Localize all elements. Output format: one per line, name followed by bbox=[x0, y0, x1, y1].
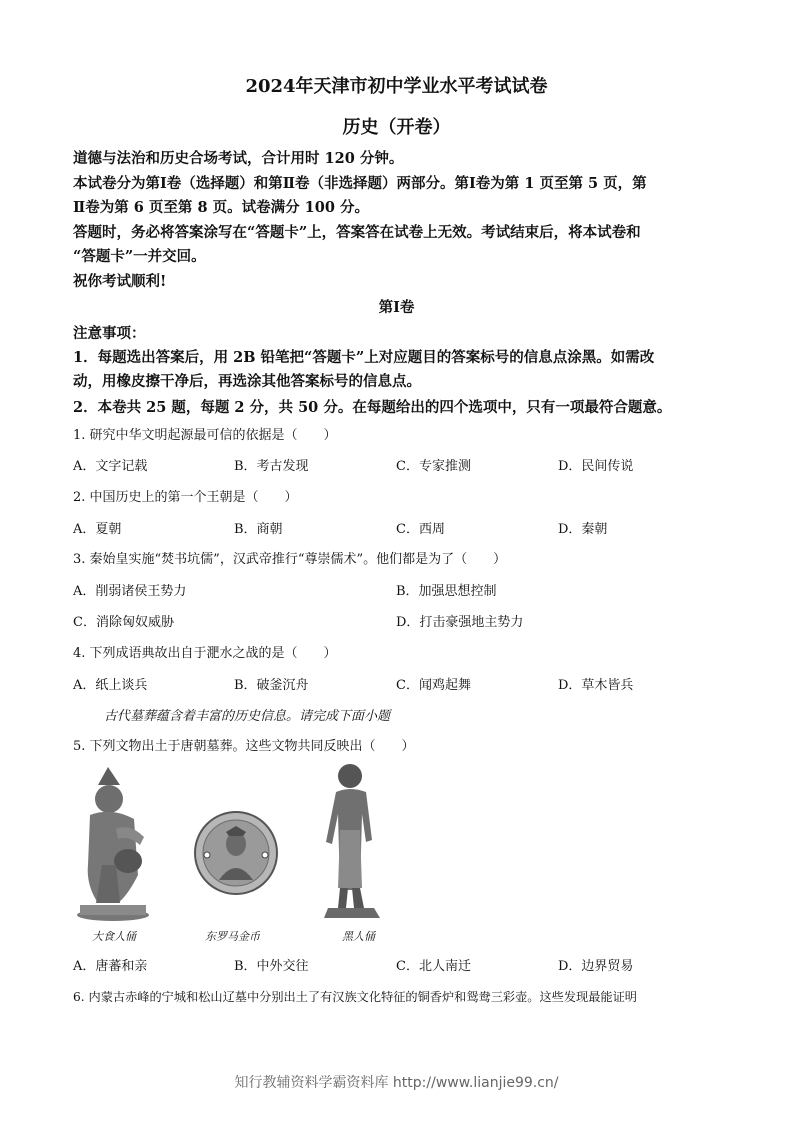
option-d[interactable]: D．秦朝 bbox=[558, 522, 608, 537]
artifact-caption: 黑人俑 bbox=[342, 930, 375, 943]
question-stem: 5. 下列文物出土于唐朝墓葬。这些文物共同反映出（ ） bbox=[73, 739, 415, 754]
section-heading: 第Ⅰ卷 bbox=[378, 299, 415, 316]
option-b[interactable]: B．商朝 bbox=[234, 522, 283, 537]
page-footer: 知行教辅资料学霸资料库 http://www.lianjie99.cn/ bbox=[234, 1075, 559, 1091]
statue-icon bbox=[310, 760, 392, 920]
intro-line: “答题卡”一并交回。 bbox=[73, 248, 206, 265]
option-b[interactable]: B．加强思想控制 bbox=[396, 584, 497, 599]
option-d[interactable]: D．打击豪强地主势力 bbox=[396, 615, 524, 630]
intro-line: 答题时，务必将答案涂写在“答题卡”上，答案答在试卷上无效。考试结束后，将本试卷和 bbox=[73, 224, 641, 241]
option-c[interactable]: C．北人南迁 bbox=[396, 959, 471, 974]
notice-line: 2．本卷共 25 题，每题 2 分，共 50 分。在每题给出的四个选项中，只有一项最符合题意。 bbox=[73, 399, 672, 416]
option-a[interactable]: A．文字记载 bbox=[73, 459, 148, 474]
intro-line: 祝你考试顺利! bbox=[73, 273, 167, 290]
question-stem: 1. 研究中华文明起源最可信的依据是（ ） bbox=[73, 428, 337, 443]
question-stem: 2. 中国历史上的第一个王朝是（ ） bbox=[73, 490, 298, 505]
notice-line: 1．每题选出答案后，用 2B 铅笔把“答题卡”上对应题目的答案标号的信息点涂黑。如需改 bbox=[73, 349, 655, 366]
intro-line: 道德与法治和历史合场考试，合计用时 120 分钟。 bbox=[73, 150, 404, 167]
exam-subtitle: 历史（开卷） bbox=[342, 117, 451, 138]
question-stem: 4. 下列成语典故出自于淝水之战的是（ ） bbox=[73, 646, 337, 661]
option-a[interactable]: A．唐蕃和亲 bbox=[73, 959, 148, 974]
option-c[interactable]: C．消除匈奴威胁 bbox=[73, 615, 174, 630]
option-a[interactable]: A．纸上谈兵 bbox=[73, 678, 148, 693]
exam-title: 2024年天津市初中学业水平考试试卷 bbox=[245, 76, 548, 97]
artifact-caption: 东罗马金币 bbox=[205, 930, 260, 943]
option-b[interactable]: B．破釜沉舟 bbox=[234, 678, 309, 693]
artifact-caption: 大食人俑 bbox=[92, 930, 136, 943]
intro-line: Ⅱ卷为第 6 页至第 8 页。试卷满分 100 分。 bbox=[73, 199, 369, 216]
option-b[interactable]: B．中外交往 bbox=[234, 959, 309, 974]
q5-intro: 古代墓葬蕴含着丰富的历史信息。请完成下面小题 bbox=[104, 709, 391, 724]
option-d[interactable]: D．民间传说 bbox=[558, 459, 634, 474]
notice-title: 注意事项： bbox=[73, 325, 146, 342]
question-stem: 6. 内蒙古赤峰的宁城和松山辽墓中分别出土了有汉族文化特征的铜香炉和鸳鸯三彩壶。这些发现最能证明 bbox=[73, 990, 637, 1004]
option-a[interactable]: A．削弱诸侯王势力 bbox=[73, 584, 187, 599]
notice-line: 动，用橡皮擦干净后，再选涂其他答案标号的信息点。 bbox=[73, 373, 421, 390]
coin-icon bbox=[193, 810, 279, 896]
option-a[interactable]: A．夏朝 bbox=[73, 522, 122, 537]
intro-line: 本试卷分为第Ⅰ卷（选择题）和第Ⅱ卷（非选择题）两部分。第Ⅰ卷为第 1 页至第 5 页，第 bbox=[73, 175, 647, 192]
question-stem: 3. 秦始皇实施“焚书坑儒”，汉武帝推行“尊崇儒术”。他们都是为了（ ） bbox=[73, 552, 507, 567]
option-c[interactable]: C．西周 bbox=[396, 522, 445, 537]
option-c[interactable]: C．闻鸡起舞 bbox=[396, 678, 471, 693]
option-b[interactable]: B．考古发现 bbox=[234, 459, 309, 474]
option-d[interactable]: D．边界贸易 bbox=[558, 959, 634, 974]
option-d[interactable]: D．草木皆兵 bbox=[558, 678, 634, 693]
option-c[interactable]: C．专家推测 bbox=[396, 459, 471, 474]
figurine-icon bbox=[68, 765, 158, 925]
